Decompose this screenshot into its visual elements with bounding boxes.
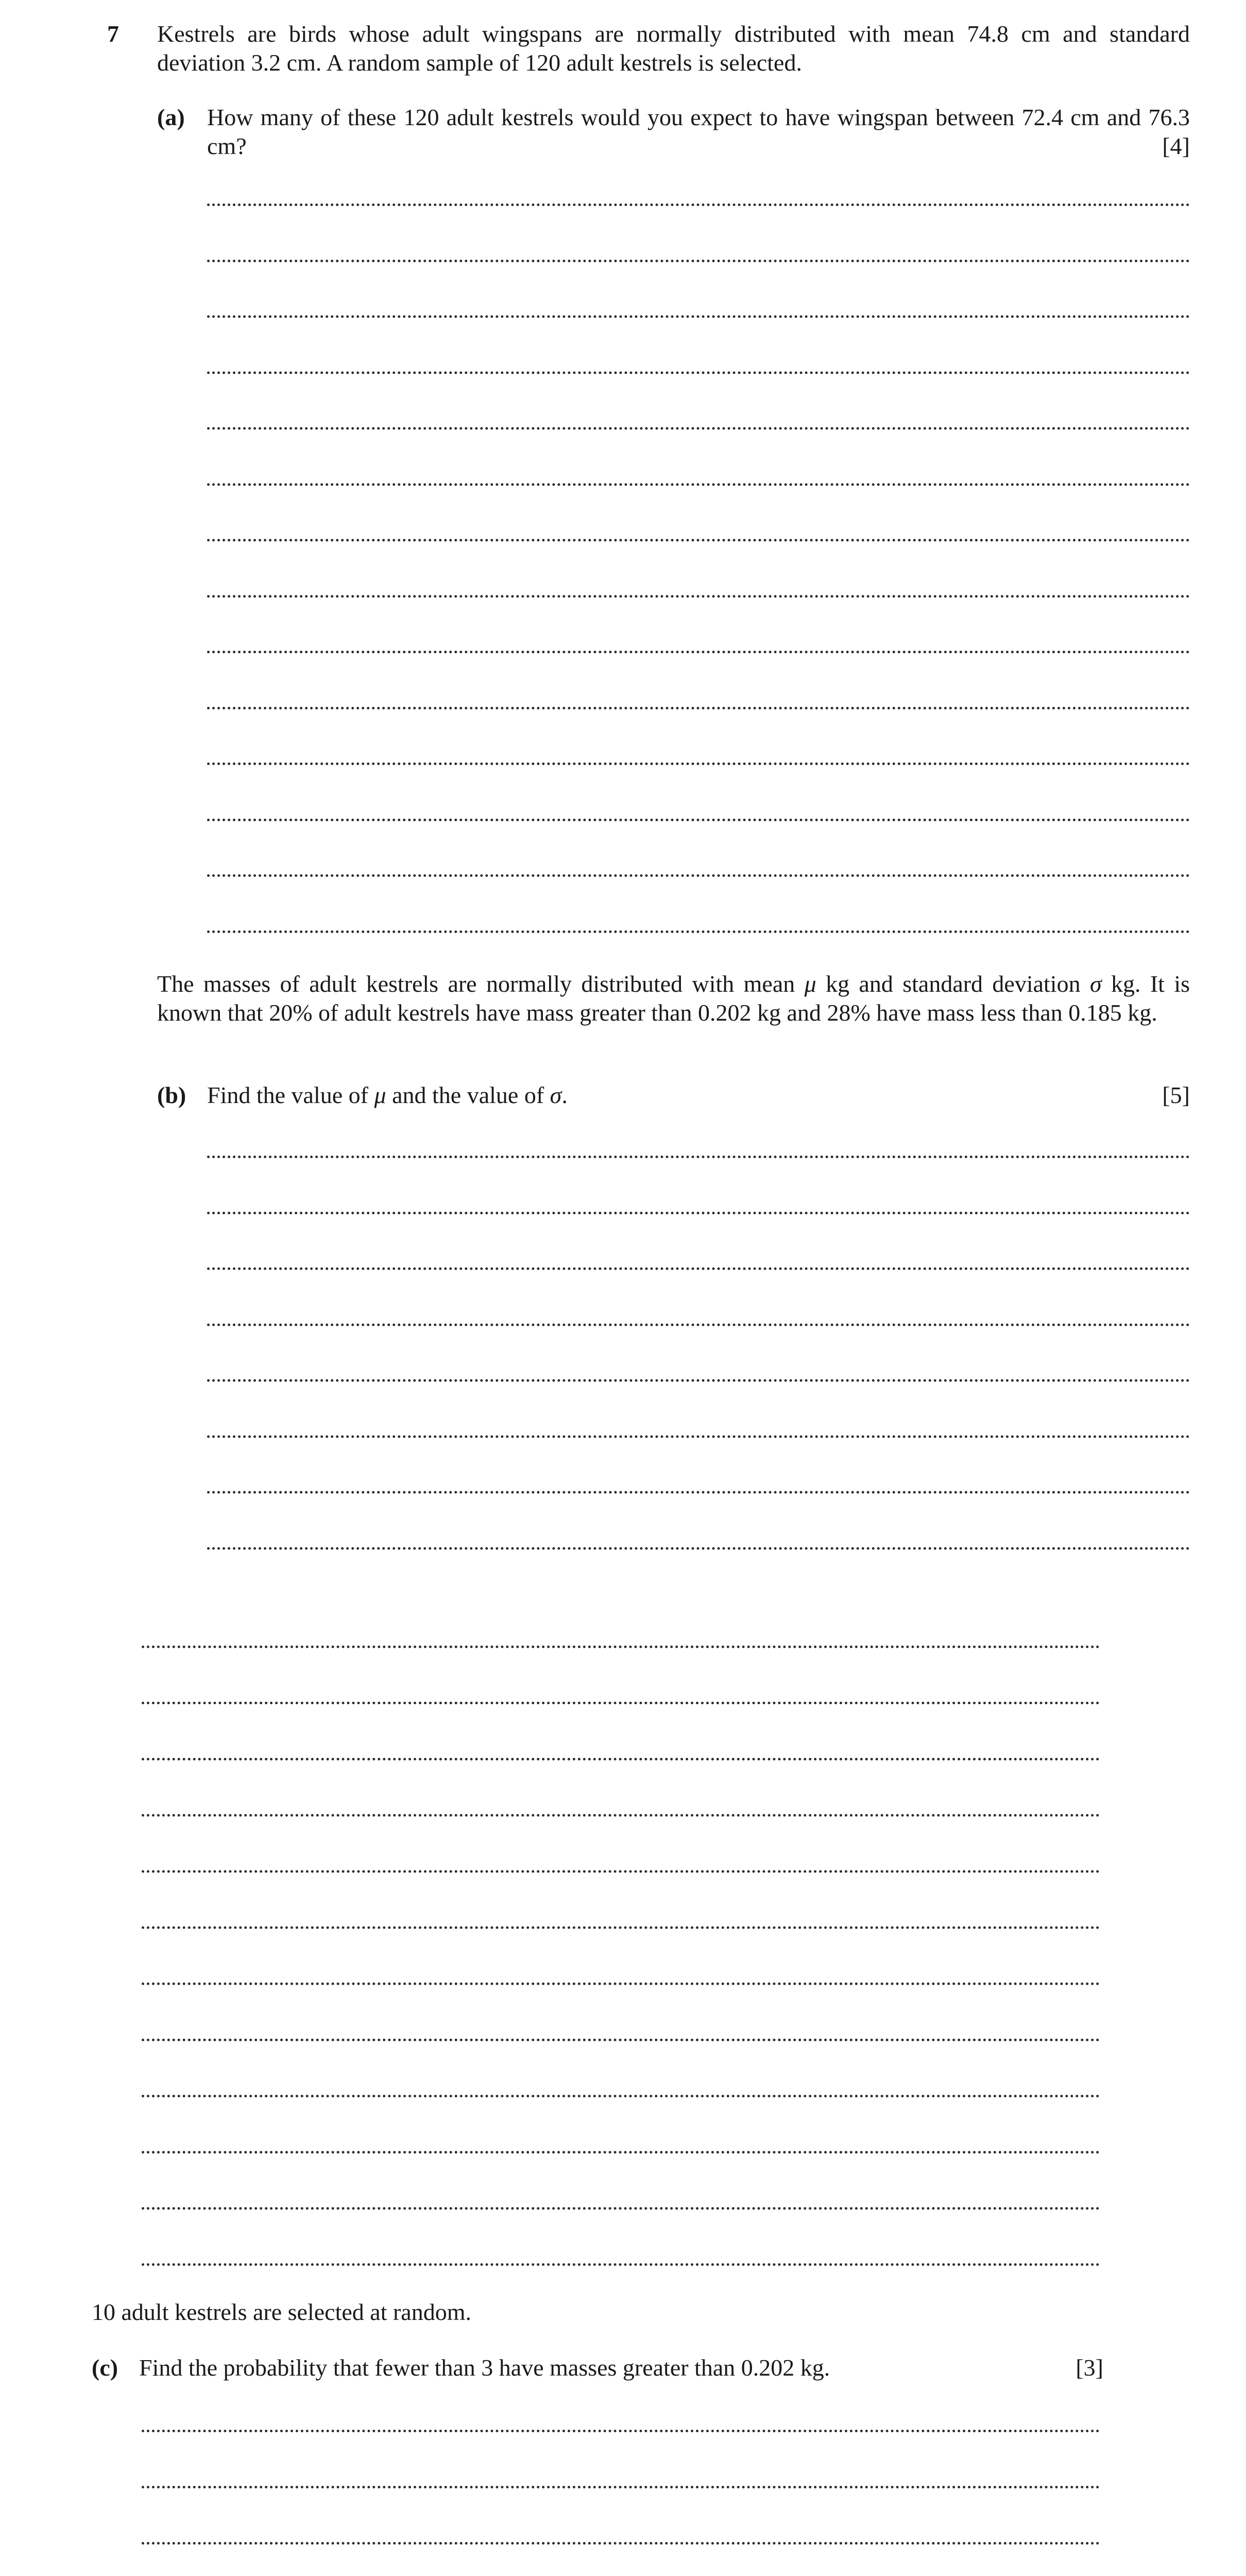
answer-line[interactable] [207,1267,1190,1270]
answer-line[interactable] [207,371,1190,374]
answer-line[interactable] [207,1491,1190,1494]
answer-line[interactable] [207,819,1190,821]
part-a-question: How many of these 120 adult kestrels would you expect to have wingspan between 72.4 cm and 76.3 cm? [207,104,1190,159]
answer-line[interactable] [207,1435,1190,1438]
question-number: 7 [107,21,119,47]
mass-info-text-3: kg. It is known that 20% of adult kestrels have mass greater than 0.202 kg and 28% have mass less than 0.185 kg. [157,971,1190,1026]
part-b-text-1: Find the value of [207,1082,374,1108]
answer-line[interactable] [207,204,1190,206]
answer-line[interactable] [207,483,1190,486]
answer-line[interactable] [142,1982,1100,1985]
question-intro: Kestrels are birds whose adult wingspans are normally distributed with mean 74.8 cm and standard deviation 3.2 cm. A random sample of 120 adult kestrels is selected. [157,21,1190,76]
answer-line[interactable] [142,2542,1100,2545]
answer-line[interactable] [207,1379,1190,1382]
answer-line[interactable] [207,930,1190,933]
answer-line[interactable] [142,1926,1100,1929]
answer-line[interactable] [207,260,1190,262]
answer-line[interactable] [207,1156,1190,1158]
answer-line[interactable] [207,1212,1190,1214]
part-c-label: (c) [92,2354,118,2381]
part-a-label: (a) [157,104,185,130]
mass-info-text-2: kg and standard deviation [816,971,1090,997]
mu-symbol: μ [804,971,816,997]
part-b-label: (b) [157,1082,186,1108]
part-b-text-2: and the value of [386,1082,550,1108]
answer-line[interactable] [142,2151,1100,2154]
answer-line[interactable] [207,651,1190,653]
answer-line[interactable] [142,2486,1100,2488]
answer-line[interactable] [142,1702,1100,1704]
answer-line[interactable] [207,1547,1190,1550]
answer-line[interactable] [142,1814,1100,1817]
answer-line[interactable] [142,2039,1100,2041]
part-c-question: Find the probability that fewer than 3 have masses greater than 0.202 kg. [139,2354,830,2381]
answer-line[interactable] [207,762,1190,765]
selection-text: 10 adult kestrels are selected at random. [92,2299,471,2325]
answer-line[interactable] [142,1758,1100,1760]
answer-line[interactable] [142,2430,1100,2432]
mass-info-text-1: The masses of adult kestrels are normally distributed with mean [157,971,805,997]
sigma-symbol: σ [1089,971,1102,997]
answer-line[interactable] [207,707,1190,709]
part-c-marks: [3] [1076,2354,1103,2381]
part-b-text-3: . [561,1082,568,1108]
answer-line[interactable] [207,874,1190,877]
answer-line[interactable] [142,1870,1100,1873]
answer-line[interactable] [207,1324,1190,1326]
answer-line[interactable] [142,2095,1100,2097]
answer-line[interactable] [207,427,1190,430]
part-b-marks: [5] [1162,1082,1190,1108]
mu-symbol: μ [374,1082,386,1108]
answer-line[interactable] [207,315,1190,318]
answer-line[interactable] [142,1646,1100,1648]
answer-line[interactable] [142,2263,1100,2266]
mass-info-paragraph [157,970,1190,1027]
sigma-symbol: σ [550,1082,562,1108]
part-b-question [207,1081,1083,1110]
part-a-marks: [4] [1162,133,1190,159]
answer-line[interactable] [142,2207,1100,2210]
answer-line[interactable] [207,539,1190,541]
answer-line[interactable] [207,595,1190,598]
